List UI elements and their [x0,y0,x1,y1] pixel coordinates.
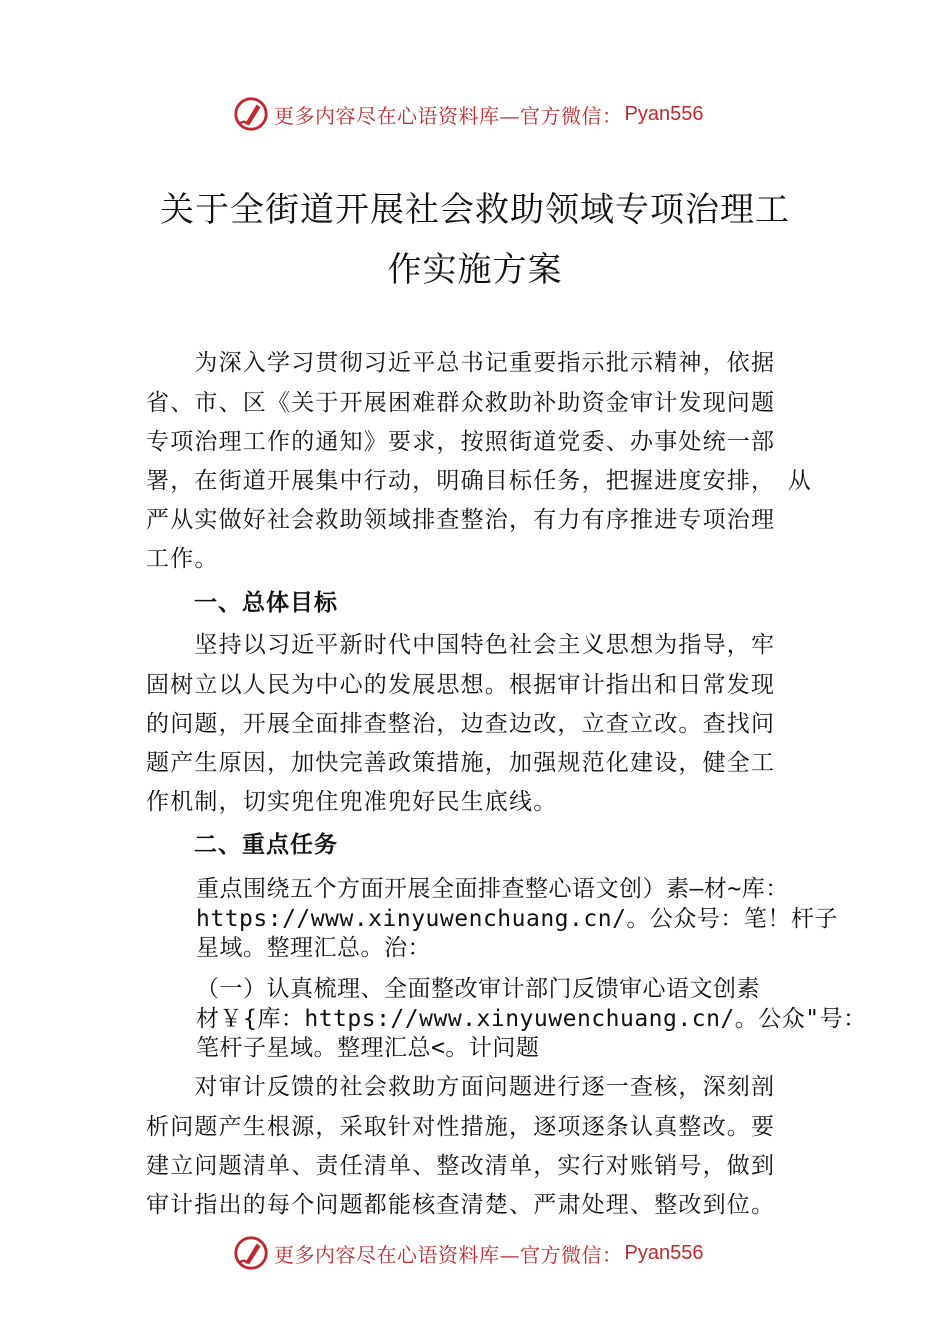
intro-line: 工作。 [146,546,219,572]
block-1-line: 重点围绕五个方面开展全面排查整心语文创）素—材~库： [196,876,789,902]
section-1-heading: 一、总体目标 [194,590,338,616]
section-2-line: 析问题产生根源，采取针对性措施，逐项逐条认真整改。要 [146,1114,776,1140]
footer-banner [232,1233,703,1273]
section-1-line: 坚持以习近平新时代中国特色社会主义思想为指导，牢 [146,632,776,658]
section-2-line: 审计指出的每个问题都能核查清楚、严肃处理、整改到位。 [146,1192,776,1218]
block-1-line: 星域。整理汇总。治： [196,935,431,961]
intro-line: 省、市、区《关于开展困难群众救助补助资金审计发现问题 [146,390,776,416]
intro-line: 署，在街道开展集中行动，明确目标任务，把握进度安排， 从 [146,468,813,494]
block-1-line: https://www.xinyuwenchuang.cn/。公众号：笔！杆子 [196,906,838,932]
section-2-line: 对审计反馈的社会救助方面问题进行逐一查核，深刻剖 [146,1074,776,1100]
section-1-line: 题产生原因，加快完善政策措施，加强规范化建设，健全工 [146,750,776,776]
pen-nib-logo-icon [232,95,270,133]
intro-line: 专项治理工作的通知》要求，按照街道党委、办事处统一部 [146,429,776,455]
banner-wechat-label: 官方微信： [520,1242,623,1267]
banner-lead-text: 更多内容尽在心语资料库— [274,103,520,128]
section-2-line: 建立问题清单、责任清单、整改清单，实行对账销号，做到 [146,1153,776,1179]
section-1-line: 作机制，切实兜住兜准兜好民生底线。 [146,789,558,815]
pen-nib-logo-icon [232,1234,270,1272]
block-2-line: （一）认真梳理、全面整改审计部门反馈审心语文创素 [196,976,760,1002]
banner-lead-text: 更多内容尽在心语资料库— [274,1242,520,1267]
document-title-line-1: 关于全街道开展社会救助领域专项治理工 [160,190,790,230]
header-banner [232,94,703,134]
section-1-line: 固树立以人民为中心的发展思想。根据审计指出和日常发现 [146,672,776,698]
section-1-line: 的问题，开展全面排查整治，边查边改，立查立改。查找问 [146,711,776,737]
banner-handle: Pyan556 [624,102,704,125]
block-2-line: 材￥{库：https://www.xinyuwenchuang.cn/。公众"号： [196,1006,867,1032]
block-2-line: 笔杆子星域。整理汇总<。计问题 [196,1035,540,1061]
intro-line: 严从实做好社会救助领域排查整治，有力有序推进专项治理 [146,507,776,533]
document-title-line-2: 作实施方案 [387,250,563,290]
intro-line: 为深入学习贯彻习近平总书记重要指示批示精神，依据 [146,350,776,376]
section-2-heading: 二、重点任务 [194,832,338,858]
banner-handle: Pyan556 [624,1241,704,1264]
banner-wechat-label: 官方微信： [520,103,623,128]
